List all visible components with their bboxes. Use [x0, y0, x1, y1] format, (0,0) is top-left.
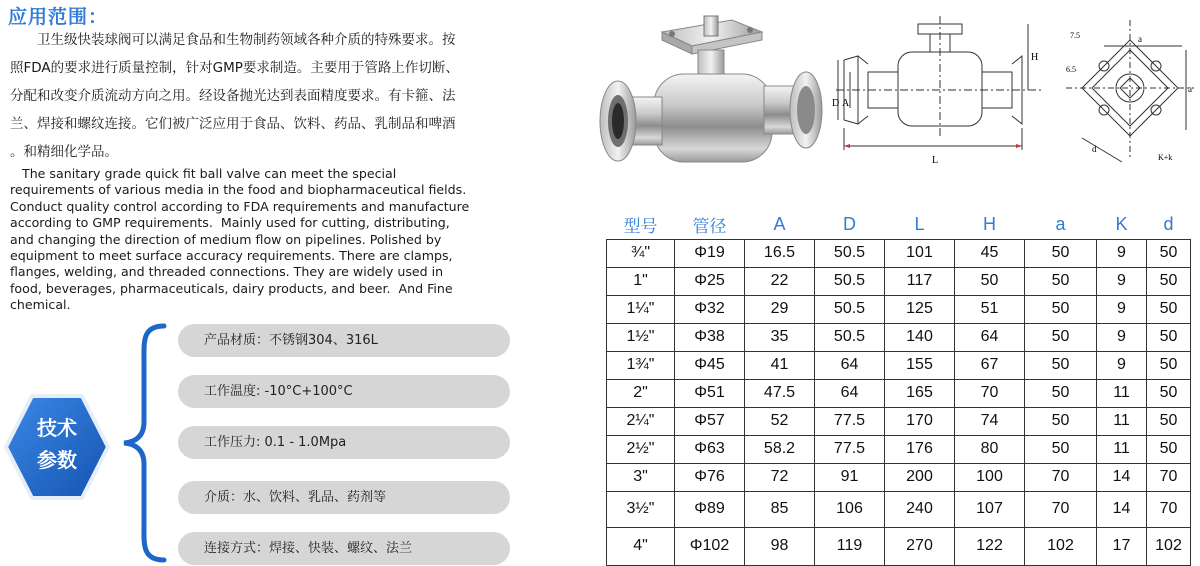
table-cell: 29 [745, 295, 815, 323]
en-line: requirements of various media in the food and biopharmaceutical fields. [10, 182, 467, 198]
table-cell: 240 [885, 491, 955, 527]
table-cell: 50 [1147, 267, 1191, 295]
zh-line: 照FDA的要求进行质量控制，针对GMP要求制造。主要用于管路上作切断、 [10, 60, 459, 76]
en-line: according to GMP requirements. Mainly used for cutting, distributing, [10, 215, 450, 231]
curly-brace-icon [120, 322, 170, 564]
table-cell: 1½" [607, 323, 675, 351]
table-cell: Φ102 [675, 527, 745, 565]
table-cell: 22 [745, 267, 815, 295]
en-line: Conduct quality control according to FDA requirements and manufacture [10, 198, 470, 214]
table-cell: 1¼" [607, 295, 675, 323]
table-cell: 50.5 [815, 267, 885, 295]
en-line: flanges, welding, and threaded connections. They are widely used in [10, 264, 444, 280]
table-cell: 64 [955, 323, 1025, 351]
application-title: 应用范围： [8, 6, 109, 28]
table-cell: 50 [1147, 351, 1191, 379]
table-cell: 1" [607, 267, 675, 295]
table-cell: 270 [885, 527, 955, 565]
table-cell: 9 [1097, 323, 1147, 351]
col-header-d-lower: d [1147, 210, 1191, 239]
table-cell: Φ25 [675, 267, 745, 295]
table-row [607, 491, 1191, 527]
table-header-row [607, 210, 1191, 239]
application-description-zh [10, 26, 510, 166]
table-cell: 11 [1097, 435, 1147, 463]
zh-line: 分配和改变介质流动方向之用。经设备抛光达到表面精度要求。有卡箍、法 [10, 88, 456, 104]
tech-label-line: 技术 [37, 416, 77, 440]
table-cell: 3½" [607, 491, 675, 527]
table-cell: Φ19 [675, 239, 745, 267]
table-cell: 155 [885, 351, 955, 379]
en-line: The sanitary grade quick fit ball valve can meet the special [10, 166, 397, 181]
table-cell: 2½" [607, 435, 675, 463]
table-cell: 45 [955, 239, 1025, 267]
table-cell: 9 [1097, 295, 1147, 323]
table-cell: 14 [1097, 463, 1147, 491]
table-row [607, 295, 1191, 323]
table-row [607, 527, 1191, 565]
table-cell: 11 [1097, 407, 1147, 435]
table-cell: 50 [1147, 295, 1191, 323]
table-cell: 77.5 [815, 435, 885, 463]
application-description-en [10, 166, 515, 314]
table-cell: Φ32 [675, 295, 745, 323]
table-cell: 122 [955, 527, 1025, 565]
table-cell: 70 [955, 379, 1025, 407]
table-cell: 50 [1025, 323, 1097, 351]
top-label-d: d [1092, 144, 1097, 154]
col-header-h: H [955, 210, 1025, 239]
en-line: food, beverages, pharmaceuticals, dairy products, and beer. And Fine [10, 280, 453, 296]
table-cell: 50.5 [815, 239, 885, 267]
dim-label-h: H [1031, 52, 1039, 63]
tech-params-badge [2, 392, 112, 502]
table-cell: Φ76 [675, 463, 745, 491]
top-view-drawing [1062, 10, 1197, 170]
table-cell: Φ51 [675, 379, 745, 407]
table-row [607, 463, 1191, 491]
table-cell: 47.5 [745, 379, 815, 407]
table-body [607, 239, 1191, 565]
table-cell: 9 [1097, 267, 1147, 295]
table-cell: Φ45 [675, 351, 745, 379]
table-cell: 50.5 [815, 295, 885, 323]
table-cell: 50 [955, 267, 1025, 295]
param-connection: 连接方式：焊接、快装、螺纹、法兰 [178, 532, 510, 565]
ball-valve-image [592, 2, 827, 202]
col-header-model: 型号 [607, 210, 675, 239]
table-cell: Φ89 [675, 491, 745, 527]
table-cell: 50 [1025, 351, 1097, 379]
table-row [607, 351, 1191, 379]
table-cell: 50 [1025, 407, 1097, 435]
table-cell: 50 [1025, 295, 1097, 323]
table-cell: 50 [1025, 435, 1097, 463]
tech-params-label [2, 412, 112, 476]
table-row [607, 323, 1191, 351]
table-row [607, 435, 1191, 463]
top-label-dim1: 7.5 [1070, 31, 1080, 40]
table-cell: 80 [955, 435, 1025, 463]
col-header-l: L [885, 210, 955, 239]
table-cell: 85 [745, 491, 815, 527]
dim-label-a: A [842, 98, 850, 109]
dim-label-d: D [832, 98, 840, 109]
table-cell: 41 [745, 351, 815, 379]
en-line: chemical. [10, 297, 71, 313]
table-cell: 35 [745, 323, 815, 351]
table-cell: 2" [607, 379, 675, 407]
zh-line: 。和精细化学品。 [10, 144, 118, 160]
table-cell: 91 [815, 463, 885, 491]
spec-table [606, 210, 1191, 566]
table-cell: 200 [885, 463, 955, 491]
table-cell: 70 [1147, 463, 1191, 491]
param-medium: 介质：水、饮料、乳品、药剂等 [178, 481, 510, 514]
top-label-a: a [1138, 34, 1142, 44]
table-cell: 58.2 [745, 435, 815, 463]
table-cell: 70 [1147, 491, 1191, 527]
table-cell: 50 [1025, 239, 1097, 267]
table-cell: 2¼" [607, 407, 675, 435]
col-header-d-upper: D [815, 210, 885, 239]
table-cell: 17 [1097, 527, 1147, 565]
table-cell: Φ63 [675, 435, 745, 463]
table-cell: 101 [885, 239, 955, 267]
table-cell: 72 [745, 463, 815, 491]
col-header-pipe: 管径 [675, 210, 745, 239]
table-cell: 50.5 [815, 323, 885, 351]
zh-line: 卫生级快装球阀可以满足食品和生物制药领域各种介质的特殊要求。按 [10, 32, 456, 48]
table-cell: Φ38 [675, 323, 745, 351]
table-cell: 50 [1025, 267, 1097, 295]
table-row [607, 379, 1191, 407]
table-cell: 77.5 [815, 407, 885, 435]
table-cell: Φ57 [675, 407, 745, 435]
table-cell: 140 [885, 323, 955, 351]
table-cell: 98 [745, 527, 815, 565]
front-view-drawing [832, 16, 1047, 191]
top-label-kk: K+k [1158, 153, 1173, 162]
table-cell: 70 [1025, 491, 1097, 527]
table-cell: 11 [1097, 379, 1147, 407]
table-cell: 50 [1025, 379, 1097, 407]
table-cell: 52 [745, 407, 815, 435]
table-cell: 50 [1147, 323, 1191, 351]
table-cell: 176 [885, 435, 955, 463]
col-header-a-lower: a [1025, 210, 1097, 239]
col-header-k: K [1097, 210, 1147, 239]
table-cell: 170 [885, 407, 955, 435]
table-cell: 50 [1147, 407, 1191, 435]
en-line: and changing the direction of medium flow on pipelines. Polished by [10, 231, 442, 247]
table-row [607, 267, 1191, 295]
top-label-a-side: a [1188, 84, 1192, 94]
table-cell: 4" [607, 527, 675, 565]
tech-label-line: 参数 [37, 448, 77, 472]
table-cell: 3" [607, 463, 675, 491]
table-row [607, 407, 1191, 435]
table-cell: 9 [1097, 351, 1147, 379]
table-cell: 14 [1097, 491, 1147, 527]
table-cell: 67 [955, 351, 1025, 379]
table-cell: 64 [815, 351, 885, 379]
table-cell: 64 [815, 379, 885, 407]
en-line: equipment to meet surface accuracy requirements. There are clamps, [10, 248, 453, 264]
table-cell: 50 [1147, 239, 1191, 267]
col-header-a-upper: A [745, 210, 815, 239]
dim-label-l: L [932, 155, 939, 166]
table-cell: 106 [815, 491, 885, 527]
table-cell: 50 [1147, 379, 1191, 407]
table-cell: 1¾" [607, 351, 675, 379]
table-cell: 16.5 [745, 239, 815, 267]
table-cell: 102 [1147, 527, 1191, 565]
table-cell: 107 [955, 491, 1025, 527]
table-cell: 125 [885, 295, 955, 323]
table-cell: 165 [885, 379, 955, 407]
table-cell: 117 [885, 267, 955, 295]
table-cell: 74 [955, 407, 1025, 435]
param-temperature: 工作温度: -10°C+100°C [178, 375, 510, 408]
zh-line: 兰、焊接和螺纹连接。它们被广泛应用于食品、饮料、药品、乳制品和啤酒 [10, 116, 456, 132]
table-cell: 119 [815, 527, 885, 565]
table-cell: 100 [955, 463, 1025, 491]
table-cell: 102 [1025, 527, 1097, 565]
table-cell: 70 [1025, 463, 1097, 491]
top-label-dim2: 6.5 [1066, 65, 1076, 74]
table-cell: 50 [1147, 435, 1191, 463]
table-cell: 9 [1097, 239, 1147, 267]
param-material: 产品材质：不锈钢304、316L [178, 324, 510, 357]
table-row [607, 239, 1191, 267]
table-cell: ¾" [607, 239, 675, 267]
table-cell: 51 [955, 295, 1025, 323]
param-pressure: 工作压力: 0.1 - 1.0Mpa [178, 426, 510, 459]
